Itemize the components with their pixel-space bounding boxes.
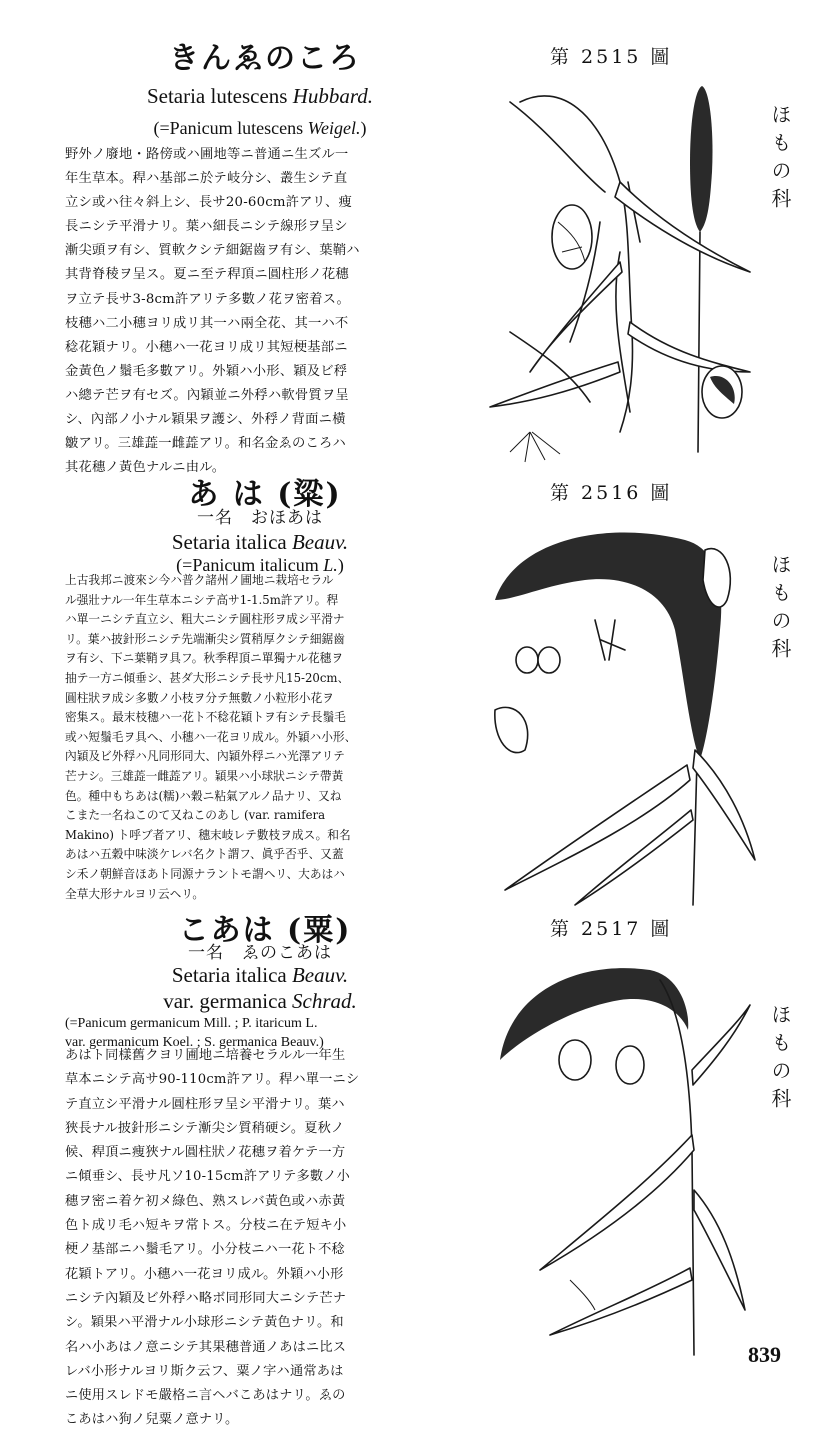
- family-label-2: ほもの科: [768, 554, 792, 666]
- panicle-fill: [495, 533, 721, 761]
- description-line: シ禾ノ朝鮮音ほあト同源ナラントモ謂ヘリ、大あはハ: [65, 866, 345, 881]
- description-line: ニ傾垂シ、長サ凡ソ10-15cm許アリテ多數ノ小: [65, 1169, 351, 1185]
- entry3-var-name: var. germanica: [163, 989, 287, 1013]
- entry2-title: あ は (粱): [188, 477, 342, 512]
- description-line: 狹長ナル披針形ニシテ漸尖シ質稍硬シ。夏秋ノ: [65, 1120, 345, 1136]
- entry3-variety: [60, 991, 460, 1012]
- description-line: 候、稈頂ニ痩狹ナル圓柱狀ノ花穗ヲ着ケテ一方: [65, 1145, 346, 1161]
- entry3-var-author: Schrad.: [292, 989, 357, 1013]
- family-label-1: ほもの科: [768, 104, 792, 216]
- description-line: 內穎及ビ外稃ハ凡同形同大、內穎外稃ニハ光澤アリテ: [65, 749, 345, 764]
- description-line: Makino) ト呼ブ者アリ、穗末岐レテ數枝ヲ成ス。和名: [65, 827, 351, 842]
- description-line: シ、內部ノ小ナル穎果ヲ護シ、外稃ノ背面ニ橫: [65, 412, 346, 428]
- figure-2517-illustration: [480, 950, 770, 1360]
- spike-fill-3: [500, 968, 688, 1060]
- entry3-sci-name: Setaria italica: [171, 963, 287, 987]
- description-line: 野外ノ廢地・路傍或ハ圃地等ニ普通ニ生ズル一: [65, 147, 349, 162]
- figure-label-2515: 第 2515 圖: [550, 46, 673, 68]
- description-line: シ。穎果ハ平滑ナル小球形ニシテ黃色ナリ。和: [65, 1315, 344, 1331]
- entry2-scientific-name: [60, 532, 460, 553]
- description-line: リ。葉ハ披針形ニシテ先端漸尖シ質稍厚クシテ細鋸齒: [65, 631, 345, 646]
- description-line: 枝穗ハ二小穗ヨリ成リ其一ハ兩全花、其一ハ不: [65, 315, 349, 331]
- entry3-syn-line-1: (=Panicum germanicum Mill. ; P. itaricum L.: [65, 1016, 318, 1031]
- description-line: 或ハ短鬚毛ヲ具ヘ、小穗ハ一花ヨリ成ル。外穎ハ小形、: [65, 729, 357, 744]
- entry2-sci-name: Setaria italica: [171, 530, 287, 554]
- description-line: あはト同樣舊クヨリ圃地ニ培養セラルル一年生: [65, 1048, 346, 1063]
- figure-label-2516: 第 2516 圖: [550, 482, 673, 504]
- description-line: 穗ヲ密ニ着ケ初メ綠色、熟スレバ黃色或ハ赤黃: [65, 1193, 346, 1209]
- description-line: ニシテ內穎及ビ外稃ハ略ボ同形同大ニシテ芒ナ: [65, 1290, 347, 1306]
- entry3-sci-author: Beauv.: [291, 963, 349, 987]
- description-line: 其花穗ノ黃色ナルニ由ル。: [65, 460, 226, 476]
- description-line: 金黃色ノ鬚毛多數アリ。外穎ハ小形、穎及ビ稃: [65, 363, 348, 379]
- description-line: こまた一名ねこのて又ねこのあし (var. ramifera: [65, 808, 326, 823]
- family-label-3: ほもの科: [768, 1004, 792, 1116]
- description-line: 抽テ一方ニ傾垂シ、甚ダ大形ニシテ長サ凡15-20cm、: [65, 670, 350, 685]
- description-line: 長ニシテ平滑ナリ。葉ハ細長ニシテ線形ヲ呈シ: [65, 219, 348, 235]
- entry2-sci-author: Beauv.: [291, 530, 349, 554]
- description-line: ヲ立テ長サ3-8cm許アリテ多數ノ花ヲ密着ス。: [65, 291, 351, 307]
- description-line: ハ總テ芒ヲ有セズ。內穎並ニ外稃ハ軟骨質ヲ呈: [65, 387, 349, 403]
- entry1-syn-prefix: (=Panicum lutescens: [153, 118, 304, 138]
- description-line: 皺アリ。三雄蕋一雌蕋アリ。和名金ゑのころハ: [65, 436, 347, 452]
- entry1-sci-author: Hubbard.: [292, 84, 374, 108]
- description-line: 年生草本。稈ハ基部ニ於テ岐分シ、叢生シテ直: [65, 171, 348, 187]
- culm-main: [698, 232, 700, 452]
- description-line: 梗ノ基部ニハ鬚毛アリ。小分枝ニハ一花ト不稔: [65, 1242, 345, 1258]
- entry3-alt-name: 一名 ゑのこあは: [188, 943, 332, 963]
- description-line: ハ單一ニシテ直立シ、粗大ニシテ圓柱形ヲ成シ平滑ナ: [65, 612, 345, 627]
- entry3-scientific-name: [60, 965, 460, 986]
- entry2-syn-author: L.: [323, 555, 338, 575]
- description-line: 色ト成リ毛ハ短キヲ常トス。分枝ニ在テ短キ小: [65, 1218, 347, 1234]
- entry2-syn-suffix: ): [337, 555, 344, 575]
- description-line: 全草大形ナルヨリ云ヘリ。: [65, 886, 205, 901]
- description-line: 漸尖頭ヲ有シ、質軟クシテ細鋸齒ヲ有シ、葉鞘ハ: [65, 243, 360, 259]
- figure-2516-illustration: [475, 520, 775, 910]
- page-number: 839: [748, 1342, 781, 1367]
- entry1-syn-author: Weigel.: [307, 118, 361, 138]
- description-line: 花穎トアリ。小穗ハ一花ヨリ成ル。外穎ハ小形: [65, 1266, 344, 1282]
- description-line: あはハ五穀中味淡ケレバ名クト謂フ、眞乎否乎、又蓋: [65, 847, 344, 862]
- description-line: レバ小形ナルヨリ斯ク云フ、粟ノ字ハ通常あは: [65, 1363, 344, 1379]
- description-line: 名ハ小あはノ意ニシテ其果穗普通ノあはニ比ス: [65, 1339, 347, 1355]
- description-line: 芒ナシ。三雄蕋一雌蕋アリ。穎果ハ小球狀ニシテ帶黃: [65, 768, 344, 783]
- entry3-title: こあは (粟): [178, 913, 352, 948]
- entry2-syn-prefix: (=Panicum italicum: [176, 555, 319, 575]
- entry1-synonym: [60, 119, 460, 137]
- spike-fill: [690, 86, 713, 232]
- figure-2515-illustration: [470, 72, 770, 472]
- description-line: ヲ有シ、下ニ葉鞘ヲ具フ。秋季稈頂ニ單獨ナル花穗ヲ: [65, 651, 344, 666]
- entry1-title: きんゑのころ: [169, 41, 361, 76]
- entry2-alt-name: 一名 おほあは: [197, 508, 323, 528]
- description-line: テ直立シ平滑ナル圓柱形ヲ呈シ平滑ナリ。葉ハ: [65, 1096, 345, 1112]
- description-line: ニ使用スレドモ嚴格ニ言ヘバこあはナリ。ゑの: [65, 1388, 346, 1404]
- description-line: 圓柱狀ヲ成シ多數ノ小枝ヲ分テ無數ノ小粒形小花ヲ: [65, 690, 334, 705]
- entry1-sci-name: Setaria lutescens: [146, 84, 288, 108]
- description-line: 色。種中もちあは(糯)ハ穀ニ粘氣アルノ品ナリ、又ね: [65, 788, 342, 803]
- description-line: 稔花穎ナリ。小穗ハ一花ヨリ成リ其短梗基部ニ: [65, 339, 348, 355]
- description-line: 上古我邦ニ渡來シ今ハ普ク諸州ノ圃地ニ栽培セラル: [65, 573, 334, 587]
- entry2-description: [65, 571, 467, 904]
- description-line: 其背脊稜ヲ呈ス。夏ニ至テ稈頂ニ圓柱形ノ花穗: [65, 267, 349, 283]
- description-line: 立シ或ハ往々斜上シ、長サ20-60cm許アリ、痩: [65, 195, 352, 211]
- figure-label-2517: 第 2517 圖: [550, 918, 673, 940]
- entry1-description: [65, 143, 465, 480]
- entry1-scientific-name: [60, 86, 460, 107]
- description-line: 密集ス。最末枝穗ハ一花ト不稔花穎トヲ有シテ長鬚毛: [65, 710, 346, 725]
- entry3-syn-line-2: var. germanicum Koel. ; S. germanica Beauv.): [65, 1035, 324, 1050]
- entry1-syn-suffix: ): [360, 118, 367, 138]
- entry3-description: [65, 1044, 465, 1433]
- description-line: 草本ニシテ高サ90-110cm許アリ。稈ハ單一ニシ: [65, 1072, 360, 1088]
- description-line: ル强壯ナル一年生草本ニシテ高サ1-1.5m許アリ。稈: [65, 592, 339, 607]
- description-line: こあはハ狗ノ兒粟ノ意ナリ。: [65, 1412, 239, 1428]
